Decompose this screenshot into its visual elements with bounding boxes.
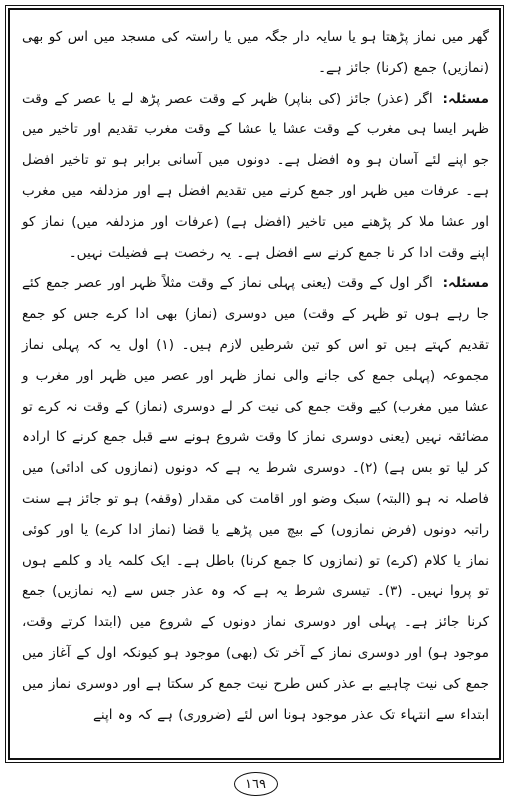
paragraph-1 — [22, 22, 489, 84]
paragraph-2 — [22, 84, 489, 269]
paragraph-3-text: اگر اول کے وقت (یعنی پہلی نماز کے وقت مثلاً ظہر اور عصر جمع کئے جا رہے ہوں تو ظہر کے وقت) میں دوسری (نماز) بھی ادا کرے جس کو جمع تقدیم کہتے ہیں تو اس کو تین شرطیں لازم ہیں۔ (۱) اول یہ کہ پہلی نماز مجموعہ (پہلی جمع کی جانے والی نماز ظہر اور عصر میں ظہر اور مغرب و عشا میں مغرب) کیے وقت جمع کی نیت کر لے دوسری (نماز) کے وقت نہ کرے تو مضائقہ نہیں (یعنی دوسری نماز کا وقت شروع ہونے سے قبل جمع کرنے کا ارادہ کر لیا تو بس ہے) (۲)۔ دوسری شرط یہ ہے کہ دونوں (نمازوں کی ادائی) میں فاصلہ نہ ہو (البتہ) سبک وضو اور اقامت کی مقدار (وقفہ) ہو تو جائز ہے سنت راتبہ دونوں (فرض نمازوں) کے بیچ میں پڑھے یا قضا (نماز ادا کرے) یا اور کوئی نماز یا کلام (کرے) تو (نمازوں کا جمع کرنا) باطل ہے۔ ایک کلمہ یاد و کلمے ہوں تو پروا نہیں۔ (۳)۔ تیسری شرط یہ ہے کہ وہ عذر جس سے (یہ نمازیں) جمع کرنا جائز ہے۔ پہلی اور دوسری نماز دونوں کے شروع میں (ابتدا کرتے وقت، موجود ہو) اور دوسری نماز کے آخر تک (بھی) موجود ہو کیونکہ اول کے آغاز میں جمع کی نیت چاہیے بے عذر کس طرح نیت جمع کر سکتا ہے اور دوسری نماز میں ابتداء سے انتہاء تک عذر موجود ہونا اس لئے (ضروری) ہے کہ وہ اپنے — [22, 275, 489, 723]
paragraph-2-label: مسئلہ: — [442, 90, 489, 107]
page-text-body — [22, 22, 489, 774]
page-footer — [0, 772, 511, 796]
paragraph-2-text: اگر (عذر) جائز (کی بناپر) ظہر کے وقت عصر پڑھ لے یا عصر کے وقت ظہر ایسا ہی مغرب کے وقت عشا یا عشا کے وقت مغرب تقدیم اور تاخیر میں جو اپنے لئے آسان ہو وہ افضل ہے۔ دونوں میں آسانی برابر ہو تو تاخیر افضل ہے۔ عرفات میں ظہر اور جمع کرنے میں تقدیم افضل ہے اور مزدلفہ میں مغرب اور عشا ملا کر پڑھنے میں تاخیر (افضل ہے) (عرفات اور مزدلفہ میں) نماز کو اپنے وقت ادا کر نا جمع کرنے سے افضل ہے۔ یہ رخصت ہے فضیلت نہیں۔ — [22, 90, 489, 261]
paragraph-3 — [22, 268, 489, 730]
page-number: ١٦٩ — [234, 772, 278, 796]
paragraph-1-text: گھر میں نماز پڑھتا ہو یا سایہ دار جگہ میں یا راستہ کی مسجد میں اس کو بھی (نمازیں) جمع (کرنا) جائز ہے۔ — [22, 29, 489, 76]
paragraph-3-label: مسئلہ: — [442, 275, 489, 292]
